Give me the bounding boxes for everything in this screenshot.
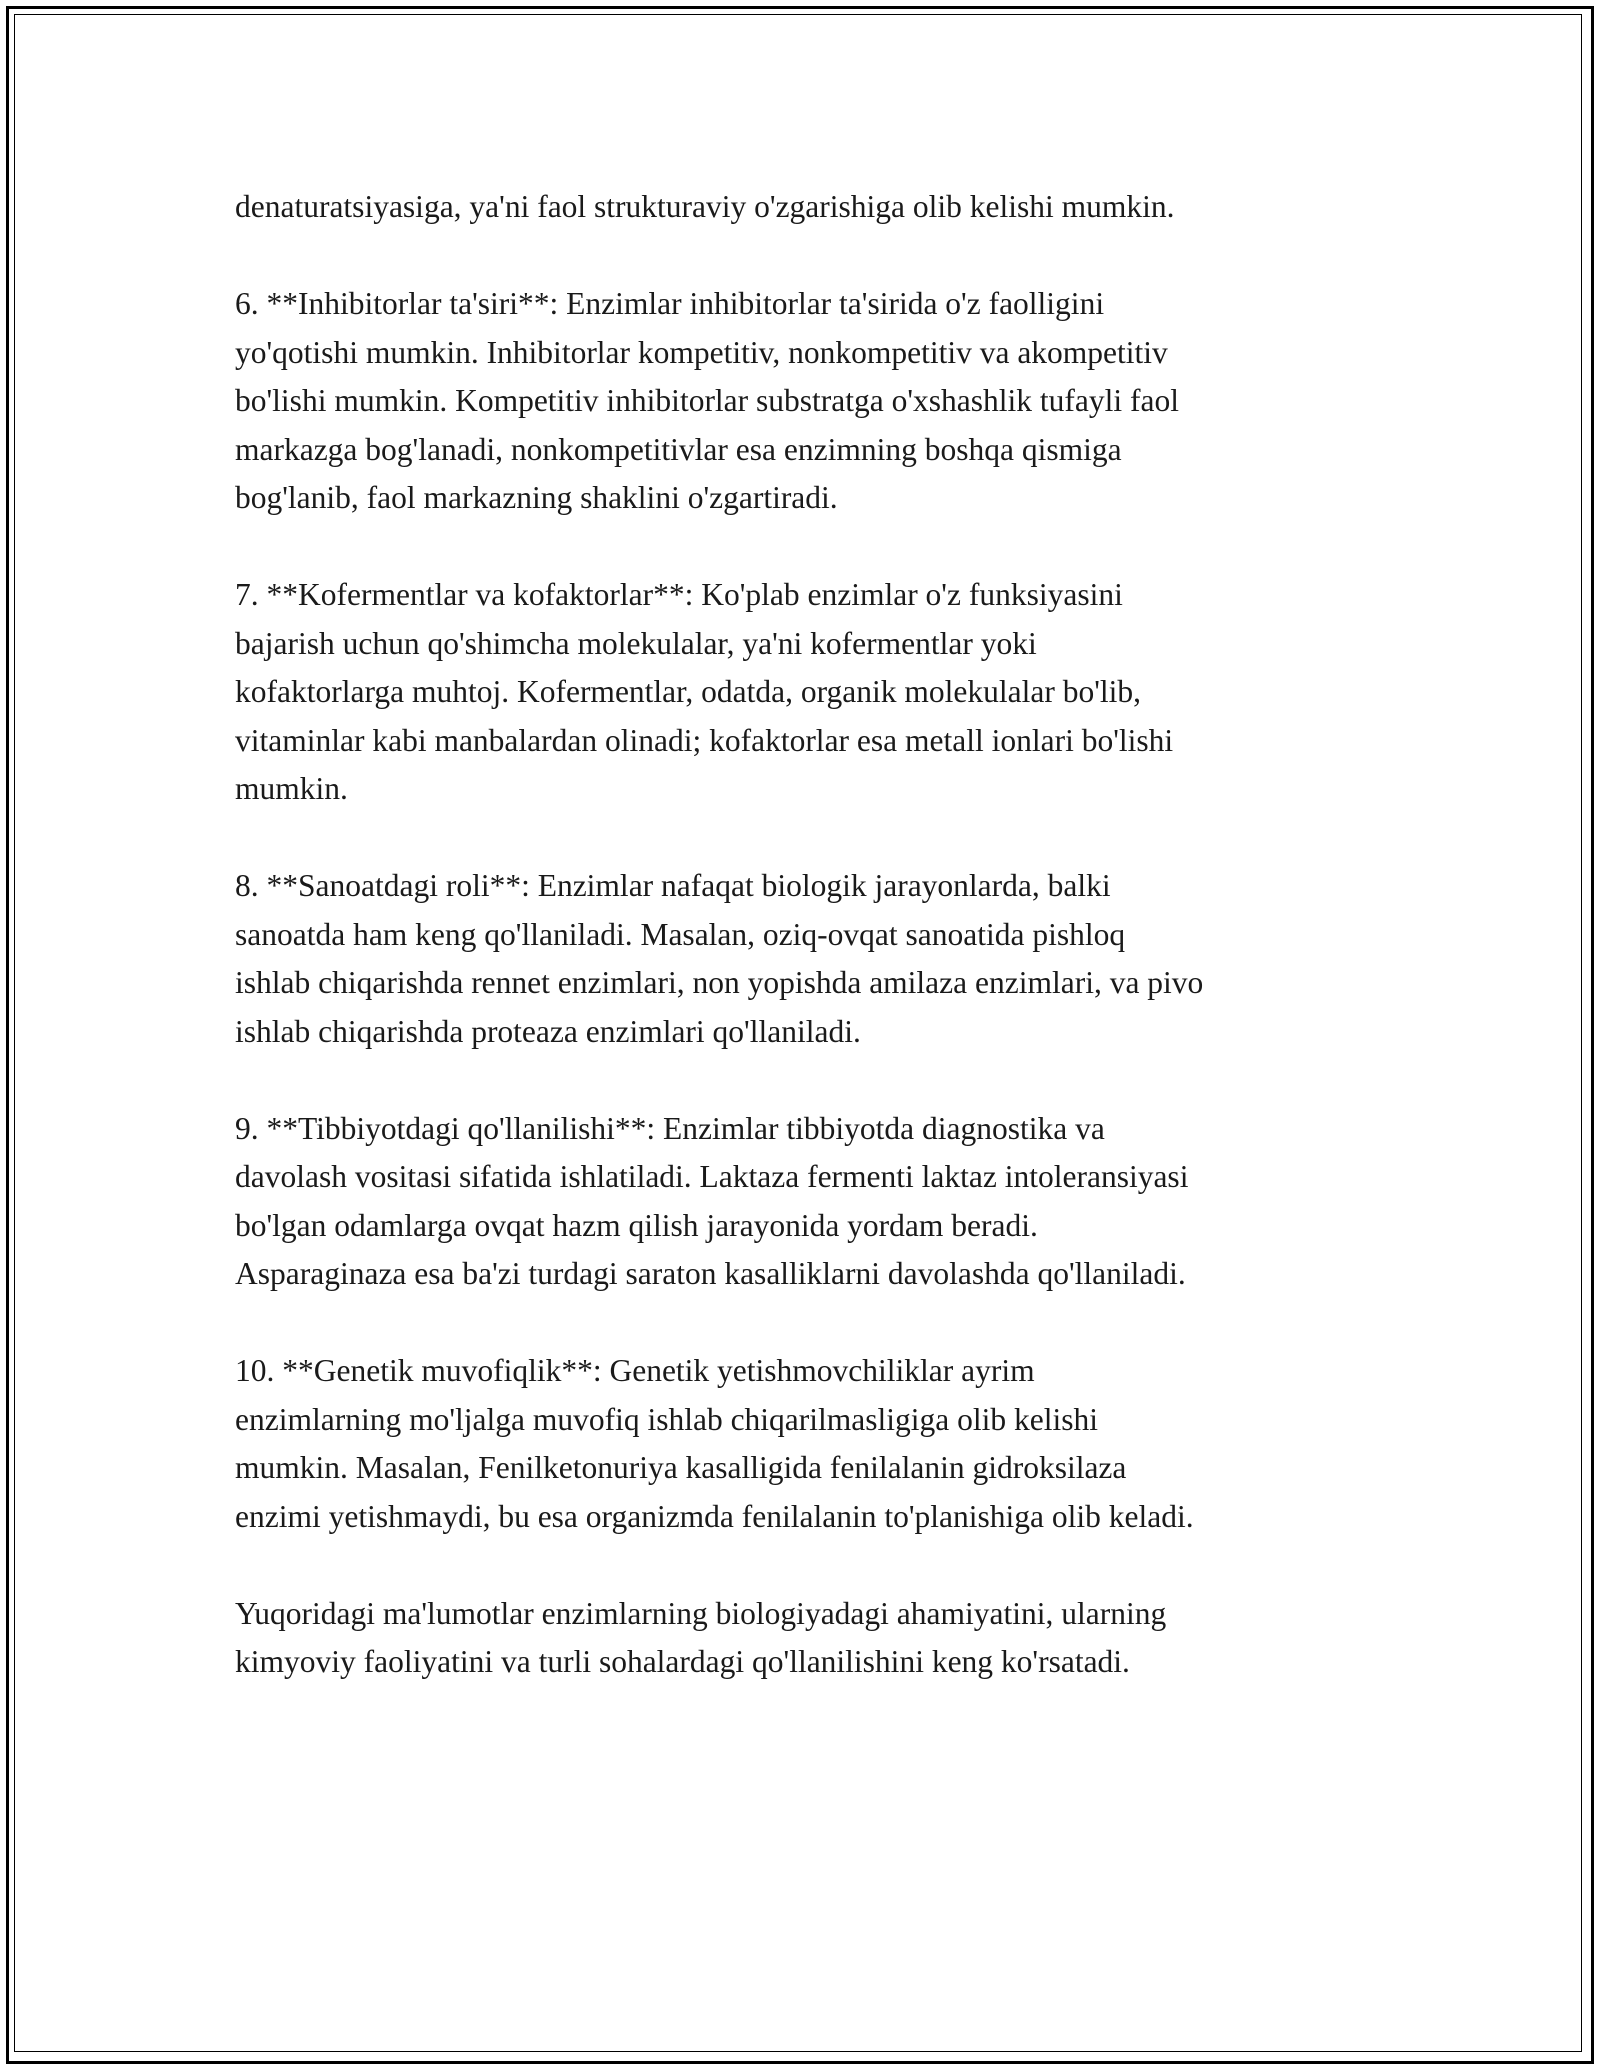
- paragraph-inhibitors: 6. **Inhibitorlar ta'siri**: Enzimlar inhibitorlar ta'sirida o'z faolligini yo'qotishi mumkin. Inhibitorlar kompetitiv, nonkompetitiv va akompetitiv bo'lishi mumkin. Kompetitiv inhibitorlar substratga o'xshashlik tufayli faol markazga bog'lanadi, nonkompetitivlar esa enzimning boshqa qismiga bog'lanib, faol markazning shaklini o'zgartiradi.: [235, 286, 1180, 515]
- paragraph-genetics: 10. **Genetik muvofiqlik**: Genetik yetishmovchiliklar ayrim enzimlarning mo'ljalga muvofiq ishlab chiqarilmasligiga olib kelishi mumkin. Masalan, Fenilketonuriya kasalligida fenilalanin gidroksilaza enzimi yetishmaydi, bu esa organizmda fenilalanin to'planishiga olib keladi.: [235, 1353, 1194, 1534]
- paragraph-industry: 8. **Sanoatdagi roli**: Enzimlar nafaqat biologik jarayonlarda, balki sanoatda ham keng qo'llaniladi. Masalan, oziq-ovqat sanoatida pishloq ishlab chiqarishda rennet enzimlari, non yopishda amilaza enzimlari, va pivo ishlab chiqarishda proteaza enzimlari qo'llaniladi.: [235, 868, 1204, 1049]
- paragraph-continuation: denaturatsiyasiga, ya'ni faol strukturaviy o'zgarishiga olib kelishi mumkin.: [235, 189, 1175, 224]
- paragraph-medicine: 9. **Tibbiyotdagi qo'llanilishi**: Enzimlar tibbiyotda diagnostika va davolash vositasi sifatida ishlatiladi. Laktaza fermenti laktaz intoleransiyasi bo'lgan odamlarga ovqat hazm qilish jarayonida yordam beradi. Asparaginaza esa ba'zi turdagi saraton kasalliklarni davolashda qo'llaniladi.: [235, 1110, 1189, 1291]
- paragraph-coenzymes: 7. **Kofermentlar va kofaktorlar**: Ko'plab enzimlar o'z funksiyasini bajarish uchun qo'shimcha molekulalar, ya'ni kofermentlar yoki kofaktorlarga muhtoj. Kofermentlar, odatda, organik molekulalar bo'lib, vitaminlar kabi manbalardan olinadi; kofaktorlar esa metall ionlari bo'lishi mumkin.: [235, 577, 1174, 806]
- paragraph-summary: Yuqoridagi ma'lumotlar enzimlarning biologiyadagi ahamiyatini, ularning kimyoviy faoliyatini va turli sohalardagi qo'llanilishini keng ko'rsatadi.: [235, 1595, 1167, 1679]
- document-body: [235, 183, 1375, 1735]
